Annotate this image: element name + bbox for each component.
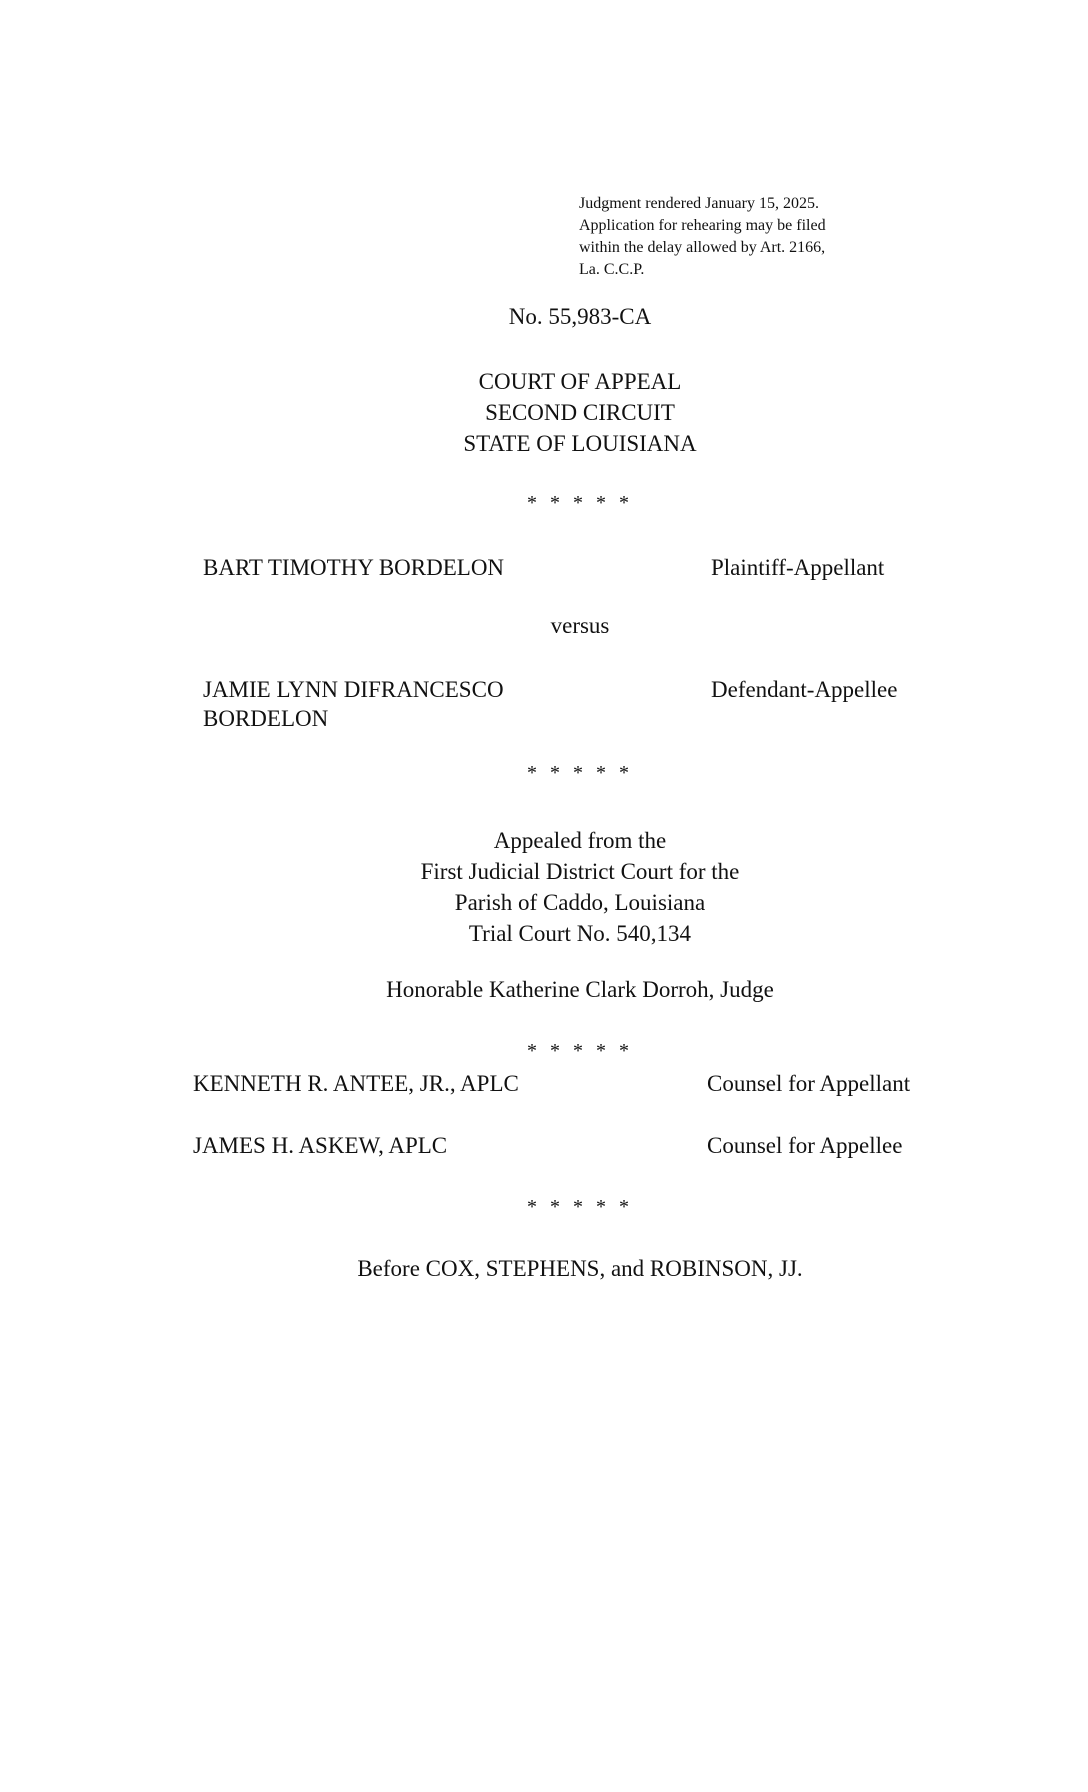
panel-judges: Before COX, STEPHENS, and ROBINSON, JJ. — [357, 1256, 803, 1281]
court-heading — [0, 366, 1088, 459]
notice-line: within the delay allowed by Art. 2166, — [579, 239, 826, 256]
appellant-counsel-role: Counsel for Appellant — [707, 1071, 911, 1096]
judgment-notice — [579, 193, 899, 281]
separator: * * * * * — [527, 492, 633, 514]
appeal-line: First Judicial District Court for the — [420, 859, 740, 884]
defendant-role: Defendant-Appellee — [711, 677, 898, 702]
defendant-name-line: JAMIE LYNN DIFRANCESCO — [203, 677, 504, 702]
plaintiff-name: BART TIMOTHY BORDELON — [203, 555, 505, 580]
defendant-name-line: BORDELON — [203, 706, 329, 731]
separator: * * * * * — [527, 1196, 633, 1218]
notice-line: Judgment rendered January 15, 2025. — [579, 195, 819, 212]
court-line: STATE OF LOUISIANA — [463, 431, 697, 456]
defendant-name — [203, 675, 504, 733]
notice-line: Application for rehearing may be filed — [579, 217, 826, 234]
appeal-line: Parish of Caddo, Louisiana — [454, 890, 706, 915]
court-line: SECOND CIRCUIT — [485, 400, 675, 425]
appellee-counsel-name: JAMES H. ASKEW, APLC — [193, 1133, 448, 1158]
appeal-info — [0, 825, 1088, 949]
versus-text: versus — [550, 613, 610, 638]
court-line: COURT OF APPEAL — [478, 369, 682, 394]
trial-judge: Honorable Katherine Clark Dorroh, Judge — [386, 977, 774, 1002]
notice-line: La. C.C.P. — [579, 261, 645, 278]
appellant-counsel-name: KENNETH R. ANTEE, JR., APLC — [193, 1071, 519, 1096]
appellee-counsel-role: Counsel for Appellee — [707, 1133, 903, 1158]
appeal-line: Trial Court No. 540,134 — [468, 921, 692, 946]
separator: * * * * * — [527, 762, 633, 784]
appeal-line: Appealed from the — [493, 828, 667, 853]
docket-number: No. 55,983-CA — [508, 304, 652, 329]
separator: * * * * * — [527, 1040, 633, 1062]
plaintiff-role: Plaintiff-Appellant — [711, 555, 885, 580]
